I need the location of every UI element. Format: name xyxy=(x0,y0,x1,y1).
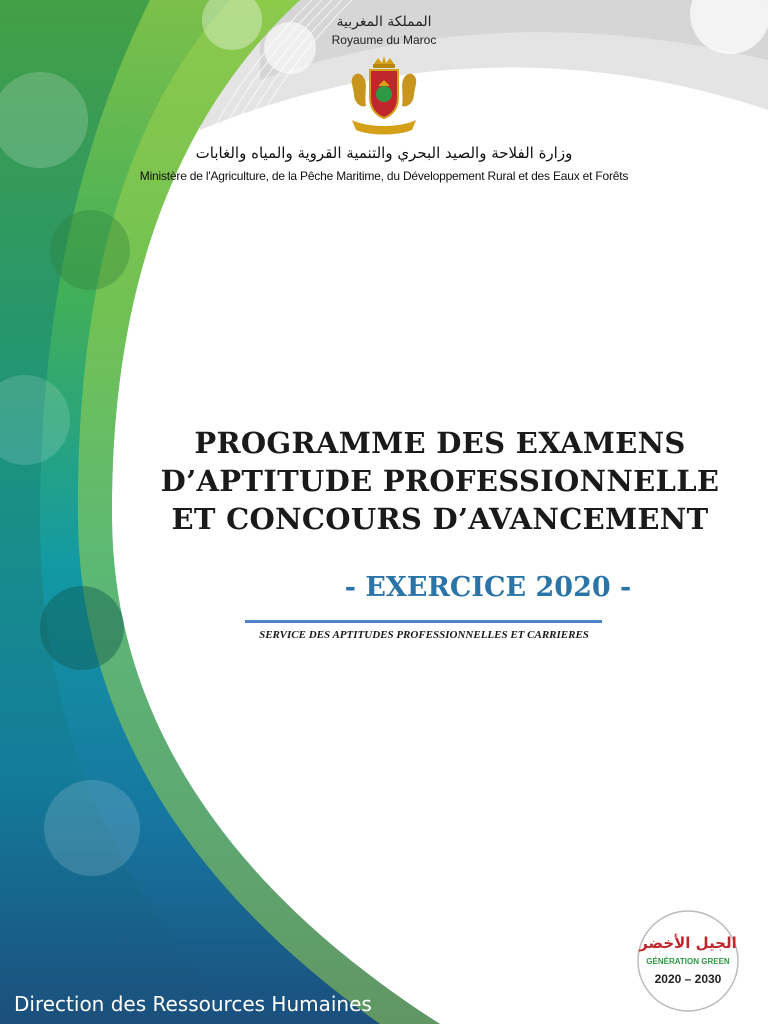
title-line-2: D’APTITUDE PROFESSIONNELLE xyxy=(160,464,720,498)
badge-years-text: 2020 – 2030 xyxy=(654,972,722,986)
ministry-arabic-text: وزارة الفلاحة والصيد البحري والتنمية القروية والمياه والغابات xyxy=(195,144,573,162)
generation-green-badge xyxy=(636,908,740,1014)
service-subtitle: SERVICE DES APTITUDES PROFESSIONNELLES ET CARRIERES xyxy=(259,629,589,641)
badge-latin-text: GÉNÉRATION GREEN xyxy=(646,957,730,966)
kingdom-arabic-text: المملكة المغربية xyxy=(336,14,432,30)
exercise-underline xyxy=(245,620,602,623)
kingdom-french-text: Royaume du Maroc xyxy=(331,33,437,47)
title-line-3: ET CONCOURS D’AVANCEMENT xyxy=(171,502,709,536)
title-line-1: PROGRAMME DES EXAMENS xyxy=(194,426,686,460)
badge-arabic-text: الجيل الأخضر xyxy=(639,934,737,952)
exercise-year: - EXERCICE 2020 - xyxy=(344,572,632,603)
footer-department: Direction des Ressources Humaines xyxy=(14,992,372,1016)
ministry-french-text: Ministère de l'Agriculture, de la Pêche Maritime, du Développement Rural et des Eaux et Forêts xyxy=(139,169,629,183)
moroccan-coat-of-arms-icon xyxy=(342,54,426,136)
